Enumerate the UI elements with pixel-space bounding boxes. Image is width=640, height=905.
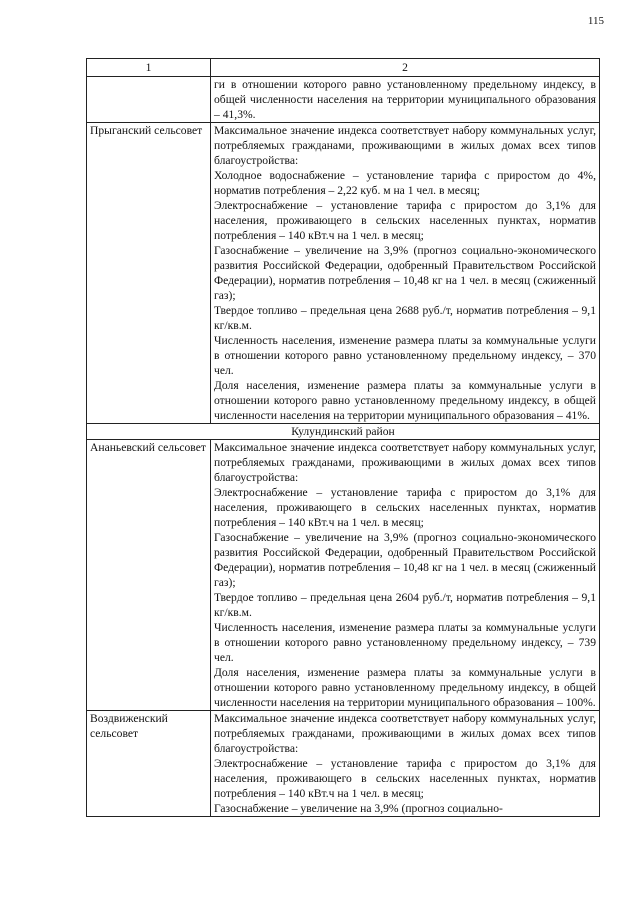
paragraph: Твердое топливо – предельная цена 2688 руб./т, норматив потребления – 9,1 кг/кв.м. — [214, 304, 596, 332]
paragraph: Холодное водоснабжение – установление тарифа с приростом до 4%, норматив потребления – 2,22 куб. м на 1 чел. в месяц; — [214, 169, 596, 197]
tariff-table — [86, 58, 600, 817]
municipality-name: Воздвиженский сельсовет — [87, 711, 211, 817]
description-cell — [211, 440, 600, 711]
paragraph: Электроснабжение – установление тарифа с приростом до 3,1% для населения, проживающего в сельских населенных пунктах, норматив потребления – 140 кВт.ч на 1 чел. в месяц; — [214, 199, 596, 242]
paragraph: Максимальное значение индекса соответствует набору коммунальных услуг, потребляемых гражданами, проживающими в жилых домах всех типов благоустройства: — [214, 124, 596, 167]
paragraph: Газоснабжение – увеличение на 3,9% (прогноз социально-экономического развития Российской Федерации, одобренный Правительством Российской Федерации), норматив потребления – 10,48 кг на 1 чел. в месяц (сжиженный газ); — [214, 244, 596, 302]
table-row-vozdvizhensky — [87, 711, 600, 817]
paragraph: Твердое топливо – предельная цена 2604 руб./т, норматив потребления – 9,1 кг/кв.м. — [214, 591, 596, 619]
municipality-name: Ананьевский сельсовет — [87, 440, 211, 711]
description-cell — [211, 123, 600, 424]
municipality-name: Прыганский сельсовет — [87, 123, 211, 424]
paragraph: Численность населения, изменение размера платы за коммунальные услуги в отношении которого равно установленному предельному индексу, – 739 чел. — [214, 621, 596, 664]
paragraph: Электроснабжение – установление тарифа с приростом до 3,1% для населения, проживающего в сельских населенных пунктах, норматив потребления – 140 кВт.ч на 1 чел. в месяц; — [214, 486, 596, 529]
table-row-continuation — [87, 77, 600, 123]
paragraph: Максимальное значение индекса соответствует набору коммунальных услуг, потребляемых гражданами, проживающими в жилых домах всех типов благоустройства: — [214, 441, 596, 484]
municipality-cell-empty — [87, 77, 211, 123]
paragraph: Доля населения, изменение размера платы за коммунальные услуги в отношении которого равно установленному предельному индексу, в общей численности населения на территории муниципального образования – 41%. — [214, 379, 596, 422]
paragraph: Доля населения, изменение размера платы за коммунальные услуги в отношении которого равно установленному предельному индексу, в общей численности населения на территории муниципального образования – 100%. — [214, 666, 596, 709]
description-cell — [211, 711, 600, 817]
paragraph: Численность населения, изменение размера платы за коммунальные услуги в отношении которого равно установленному предельному индексу, – 370 чел. — [214, 334, 596, 377]
paragraph: Газоснабжение – увеличение на 3,9% (прогноз социально-экономического развития Российской Федерации, одобренный Правительством Российской Федерации), норматив потребления – 10,48 кг на 1 чел. в месяц (сжиженный газ); — [214, 531, 596, 589]
table-row-ananyevsky — [87, 440, 600, 711]
header-col-2: 2 — [211, 59, 600, 77]
region-title: Кулундинский район — [87, 424, 600, 440]
table-row-prygansky — [87, 123, 600, 424]
paragraph: Максимальное значение индекса соответствует набору коммунальных услуг, потребляемых гражданами, проживающими в жилых домах всех типов благоустройства: — [214, 712, 596, 755]
paragraph: Газоснабжение – увеличение на 3,9% (прогноз социально- — [214, 802, 503, 815]
table-row-region — [87, 424, 600, 440]
table-header-row — [87, 59, 600, 77]
paragraph: Электроснабжение – установление тарифа с приростом до 3,1% для населения, проживающего в сельских населенных пунктах, норматив потребления – 140 кВт.ч на 1 чел. в месяц; — [214, 757, 596, 800]
paragraph: ги в отношении которого равно установленному предельному индексу, в общей численности населения на территории муниципального образования – 41,3%. — [214, 78, 596, 121]
page-number: 115 — [587, 15, 604, 27]
description-cell — [211, 77, 600, 123]
header-col-1: 1 — [87, 59, 211, 77]
